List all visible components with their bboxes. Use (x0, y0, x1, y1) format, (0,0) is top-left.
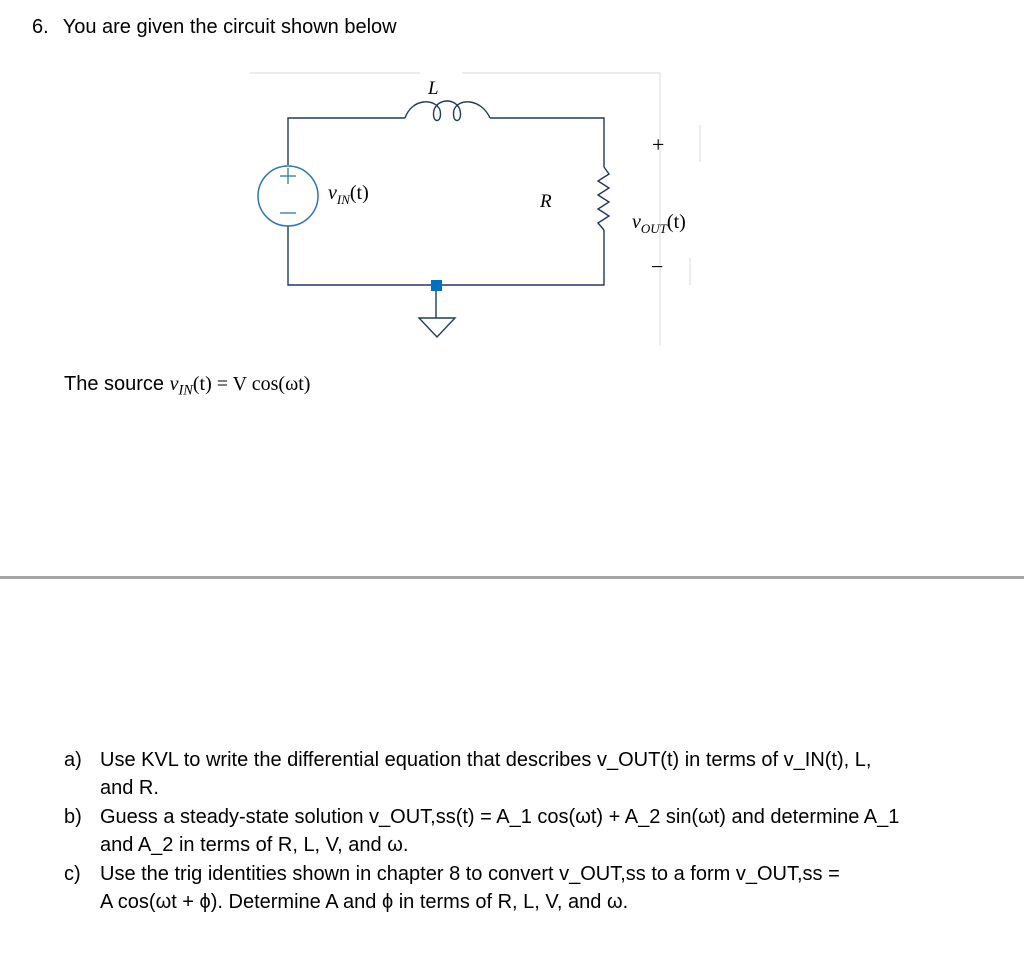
resistor-label: R (540, 191, 552, 212)
part-c (64, 860, 964, 916)
resistor-symbol (598, 167, 609, 230)
question-number: 6. (32, 16, 49, 38)
part-text-line: A cos(ωt + ϕ). Determine A and ϕ in terms of R, L, V, and ω. (100, 891, 629, 913)
part-a (64, 746, 964, 802)
output-minus-sign: − (651, 254, 664, 279)
inductor-symbol (405, 101, 490, 121)
ground-symbol (419, 280, 455, 337)
part-text-line: Use the trig identities shown in chapter 8 to convert v_OUT,ss to a form v_OUT,ss = (100, 863, 840, 885)
output-plus-sign: + (652, 132, 665, 157)
source-prefix: The source (64, 373, 170, 395)
voltage-source-symbol (258, 166, 318, 226)
source-sub: IN (178, 382, 193, 399)
question-prompt: You are given the circuit shown below (62, 16, 397, 38)
part-label: a) (64, 749, 82, 771)
output-label: $v_{OUT}(t)$ (632, 211, 686, 236)
part-label: b) (64, 806, 82, 828)
question-parts (64, 746, 964, 917)
part-text-line: and A_2 in terms of R, L, V, and ω. (100, 834, 409, 856)
circuit-diagram (0, 0, 1024, 360)
part-text-line: Guess a steady-state solution v_OUT,ss(t) = A_1 cos(ωt) + A_2 sin(ωt) and determine A_1 (100, 806, 900, 828)
part-text-line: and R. (100, 777, 159, 799)
source-var: v (169, 373, 179, 395)
source-statement (64, 373, 310, 399)
part-b (64, 803, 964, 859)
source-equation: (t) = V cos(ωt) (192, 373, 311, 395)
part-text-line: Use KVL to write the differential equation that describes v_OUT(t) in terms of v_IN(t), L, (100, 749, 872, 771)
section-divider (0, 576, 1024, 579)
source-label: $v_{IN}(t)$ (328, 182, 369, 207)
inductor-label: L (428, 78, 439, 99)
part-label: c) (64, 863, 81, 885)
